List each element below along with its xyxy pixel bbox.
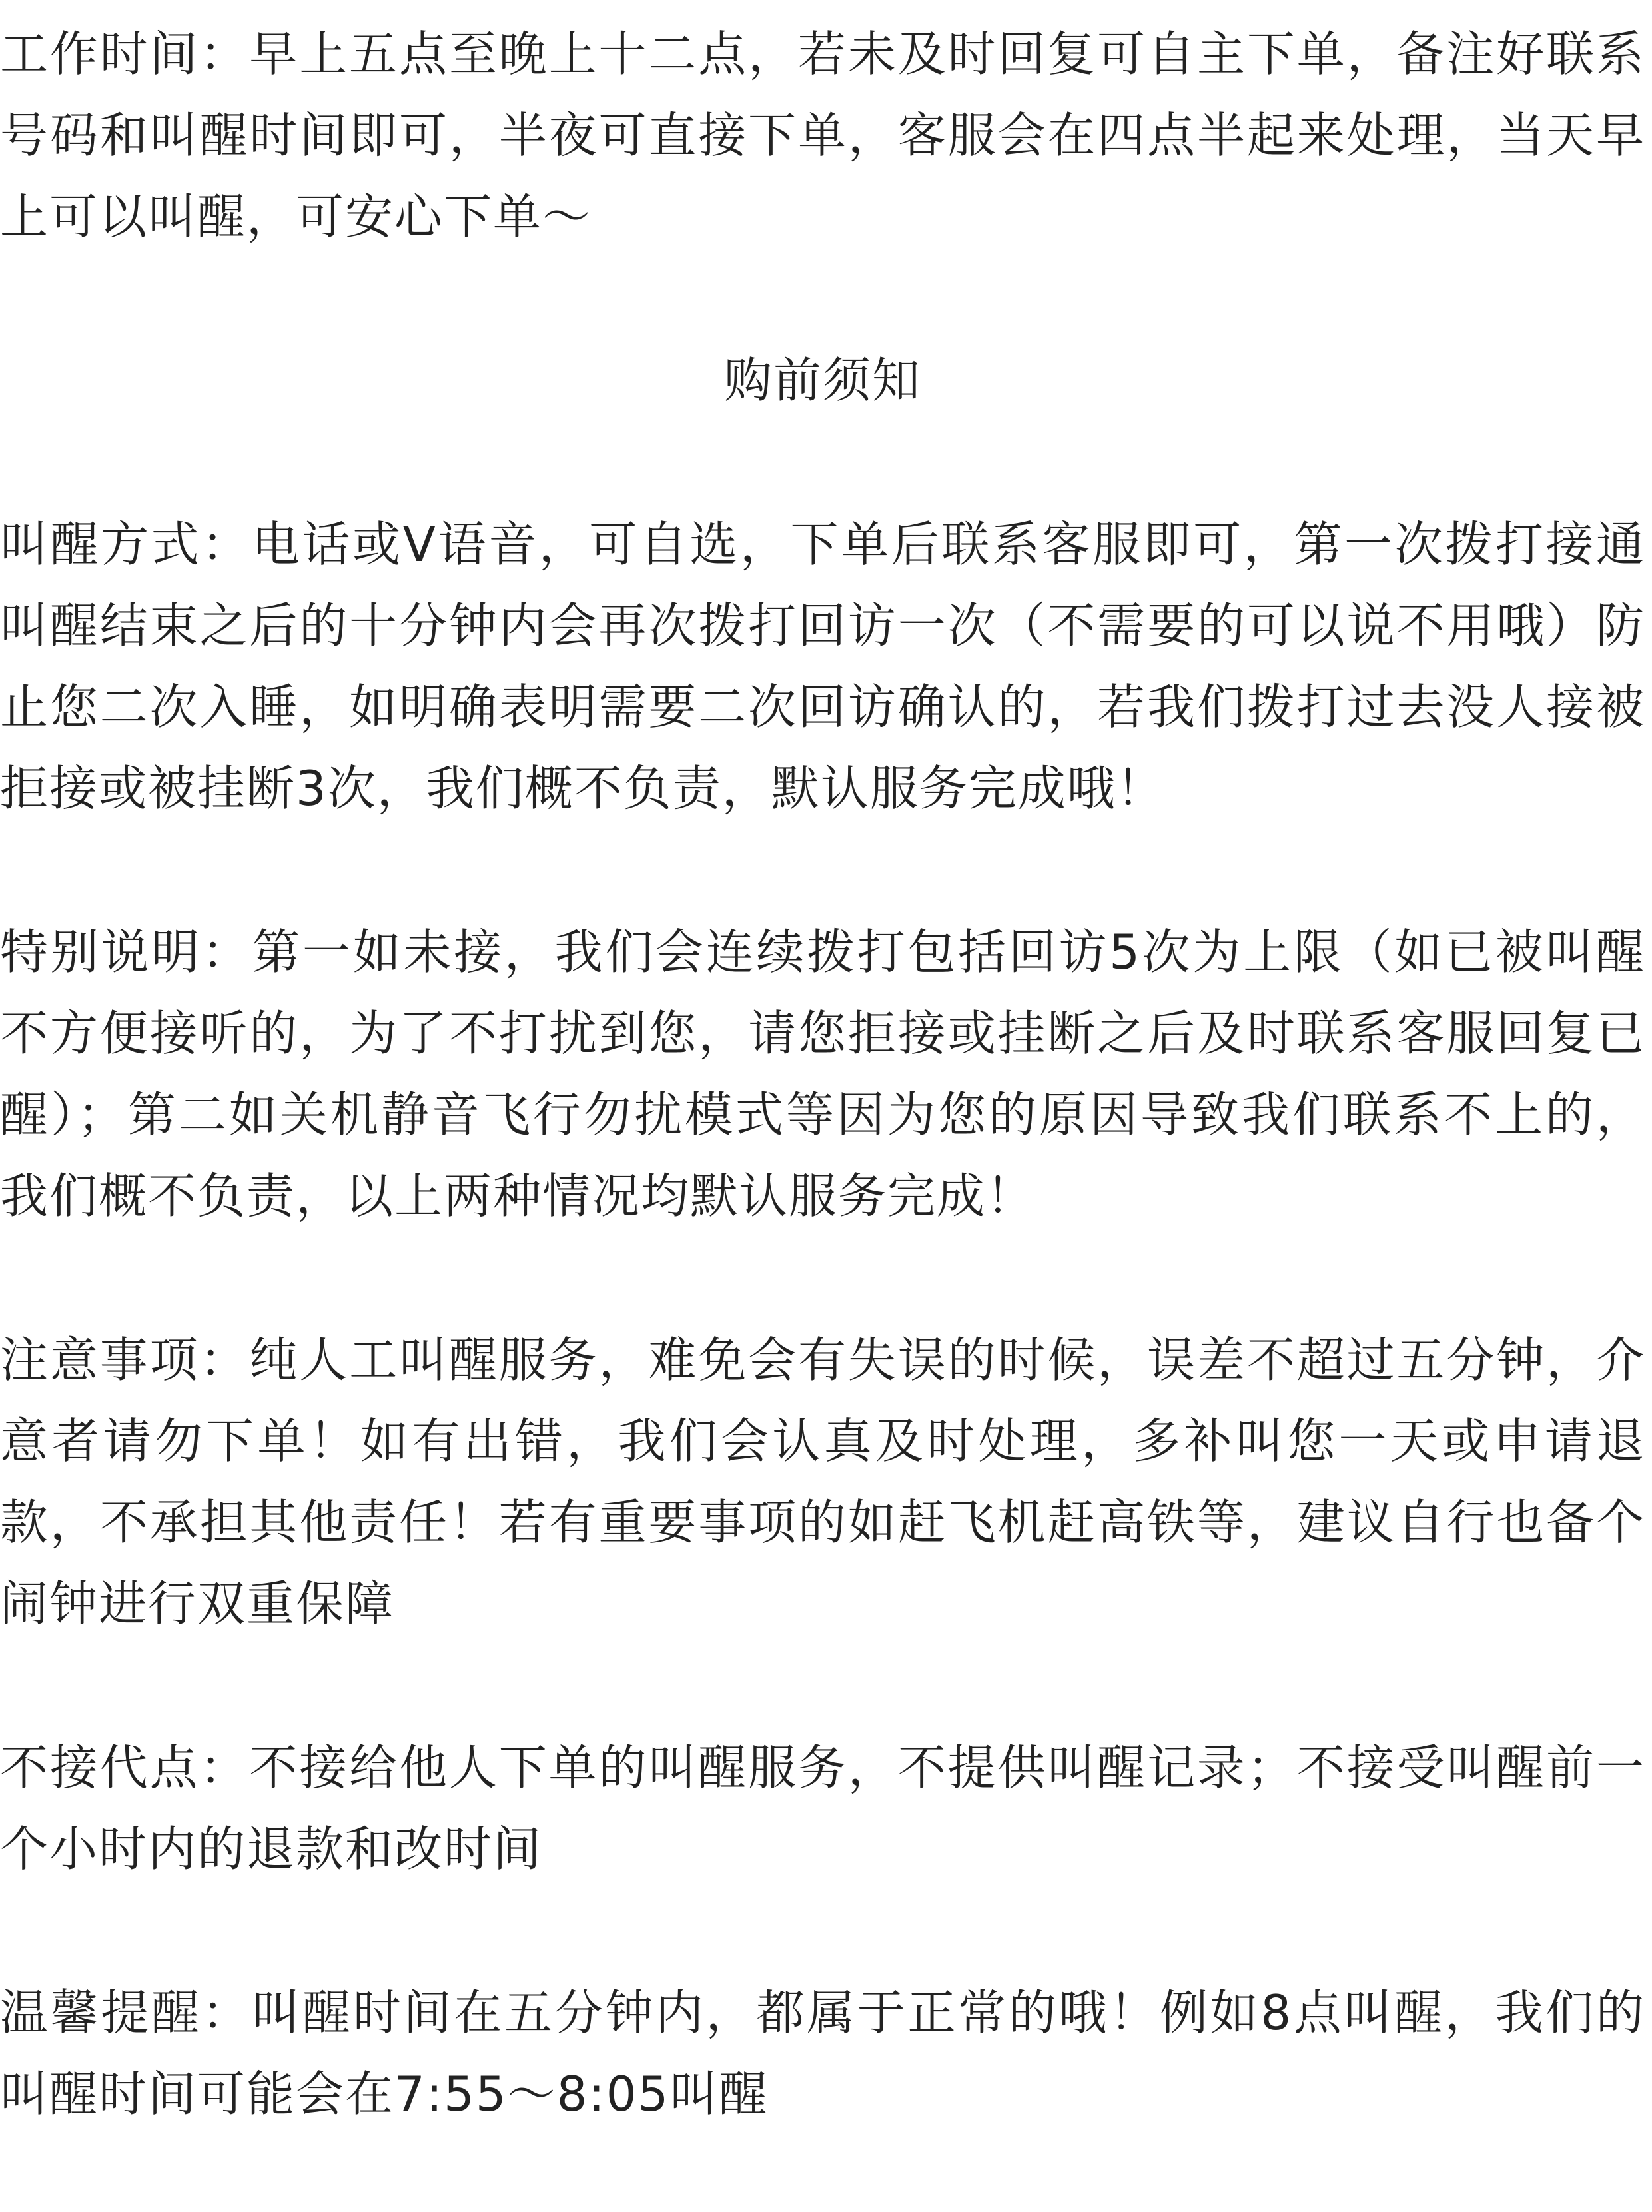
special-note-paragraph: 特别说明：第一如未接，我们会连续拨打包括回访5次为上限（如已被叫醒不方便接听的，为了不打扰到您，请您拒接或挂断之后及时联系客服回复已醒）；第二如关机静音飞行勿扰模式等因为您的原因导致我们联系不上的，我们概不负责，以上两种情况均默认服务完成！ (0, 924, 1645, 1224)
precautions-paragraph: 注意事项：纯人工叫醒服务，难免会有失误的时候，误差不超过五分钟，介意者请勿下单！如有出错，我们会认真及时处理，多补叫您一天或申请退款，不承担其他责任！若有重要事项的如赶飞机赶高铁等，建议自行也备个闹钟进行双重保障 (0, 1332, 1645, 1632)
working-hours-paragraph: 工作时间：早上五点至晚上十二点，若未及时回复可自主下单，备注好联系号码和叫醒时间即可，半夜可直接下单，客服会在四点半起来处理，当天早上可以叫醒，可安心下单～ (0, 26, 1645, 245)
page-title: 购前须知 (723, 352, 921, 408)
no-proxy-orders-paragraph: 不接代点：不接给他人下单的叫醒服务，不提供叫醒记录；不接受叫醒前一个小时内的退款和改时间 (0, 1740, 1645, 1877)
friendly-reminder-paragraph: 温馨提醒：叫醒时间在五分钟内，都属于正常的哦！例如8点叫醒，我们的叫醒时间可能会在7:55～8:05叫醒 (0, 1985, 1645, 2122)
wake-up-method-paragraph: 叫醒方式：电话或V语音，可自选，下单后联系客服即可，第一次拨打接通叫醒结束之后的十分钟内会再次拨打回访一次（不需要的可以说不用哦）防止您二次入睡，如明确表明需要二次回访确认的，若我们拨打过去没人接被拒接或被挂断3次，我们概不负责，默认服务完成哦！ (0, 516, 1645, 816)
